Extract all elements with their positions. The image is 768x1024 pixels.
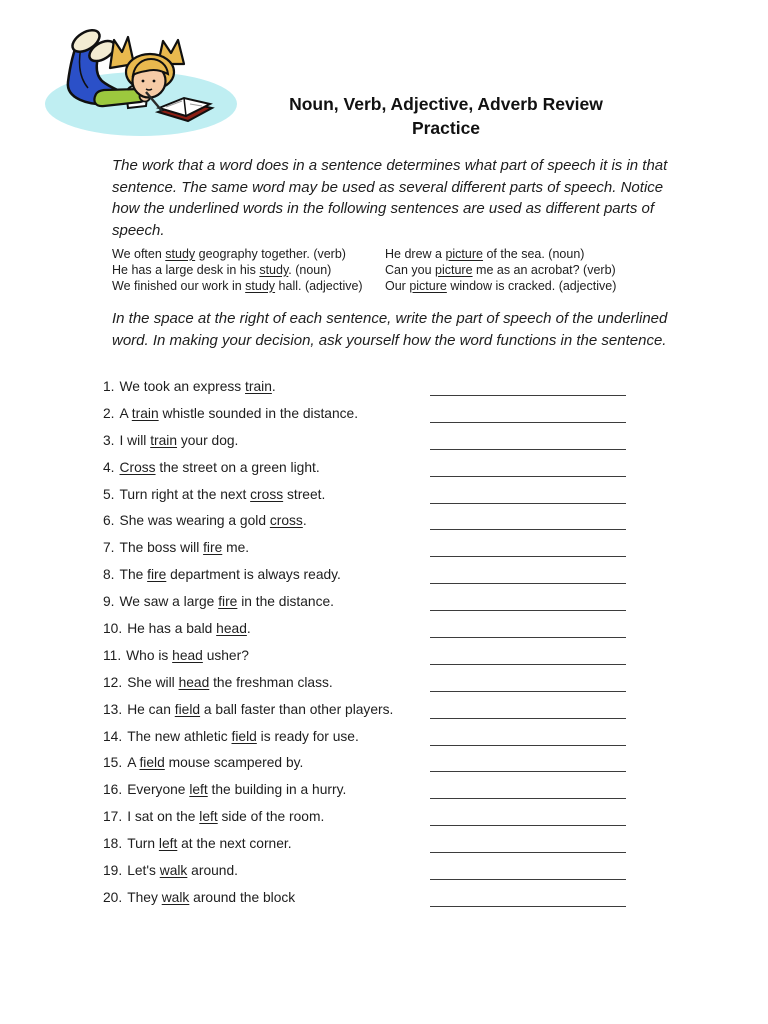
underlined-word: left [158,836,178,852]
underlined-word: fire [147,567,167,583]
sentence-pre: We saw a large [119,594,219,610]
sentence-post: . (noun) [288,262,332,277]
item-number: 8. [103,567,115,583]
worksheet-item [103,755,663,782]
underlined-word: cross [269,513,303,529]
underlined-word: head [216,621,247,637]
sentence-post: . [246,621,251,637]
item-number: 12. [103,674,123,690]
answer-blank [430,395,626,396]
sentence-pre: We took an express [119,379,246,394]
item-number: 14. [103,728,123,744]
answer-blank [430,583,626,584]
answer-blank [430,745,626,746]
item-sentence [103,809,324,824]
item-sentence [103,513,307,528]
example-sentence [385,247,670,263]
worksheet-item [103,648,663,675]
sentence-pre: He has a bald [127,621,217,637]
answer-blank [430,852,626,853]
item-sentence [103,836,292,851]
item-number: 3. [103,432,115,448]
sentence-pre: He has a large desk in his [112,262,260,277]
answer-blank [430,906,626,907]
sentence-pre: We finished our work in [112,278,246,293]
instructions-paragraph: In the space at the right of each sentence, write the part of speech of the underlined word. In making your decision, ask yourself how the word functions in the sentence. [112,310,668,349]
worksheet-item [103,460,663,487]
sentence-post: around. [187,863,238,879]
underlined-word: picture [409,278,447,293]
item-number: 7. [103,540,115,556]
sentence-post: at the next corner. [177,836,292,852]
underlined-word: study [165,247,196,261]
item-sentence [103,594,334,609]
worksheet-item [103,513,663,540]
item-sentence [103,621,251,636]
sentence-pre: Let's [127,863,160,879]
underlined-word: field [174,701,201,717]
item-sentence [103,406,358,421]
worksheet-item [103,809,663,836]
sentence-pre: I sat on the [127,809,200,825]
worksheet-items-list [103,379,663,917]
item-number: 15. [103,755,123,771]
sentence-pre: She will [127,674,179,690]
item-number: 16. [103,782,123,798]
item-sentence [103,755,303,770]
examples-right-column [385,247,670,294]
sentence-post: . [271,379,276,394]
sentence-post: me as an acrobat? (verb) [472,262,616,277]
page-title-line1: Noun, Verb, Adjective, Adverb Review [289,94,603,114]
worksheet-item [103,594,663,621]
worksheet-item [103,863,663,890]
item-number: 11. [103,647,122,663]
sentence-post: the street on a green light. [155,459,320,475]
sentence-post: of the sea. (noun) [482,247,585,261]
item-sentence [103,702,393,717]
underlined-word: train [245,379,272,394]
underlined-word: walk [159,863,188,879]
example-sentence [112,263,384,279]
sentence-pre: Turn right at the next [119,486,251,502]
item-number: 10. [103,621,123,637]
underlined-word: left [199,809,218,825]
sentence-pre: The boss will [119,540,204,556]
answer-blank [430,422,626,423]
item-number: 18. [103,836,123,852]
item-sentence [103,433,238,448]
sentence-post: whistle sounded in the distance. [158,405,359,421]
item-number: 5. [103,486,115,502]
sentence-pre: The [119,567,148,583]
item-number: 17. [103,809,123,825]
page-title [250,92,642,140]
sentence-post: me. [222,540,250,556]
sentence-pre: Everyone [127,782,190,798]
sentence-post: window is cracked. (adjective) [446,278,617,293]
item-sentence [103,863,238,878]
sentence-post: side of the room. [217,809,325,825]
example-sentence [112,247,384,263]
item-sentence [103,540,249,555]
item-sentence [103,675,333,690]
underlined-word: train [150,432,178,448]
answer-blank [430,664,626,665]
underlined-word: picture [445,247,483,261]
sentence-pre: He drew a [385,247,446,261]
worksheet-item [103,567,663,594]
worksheet-item [103,621,663,648]
sentence-post: usher? [202,647,249,663]
answer-blank [430,449,626,450]
sentence-post: around the block [189,889,296,905]
worksheet-item [103,675,663,702]
sentence-post: hall. (adjective) [275,278,363,293]
worksheet-item [103,487,663,514]
underlined-word: study [245,278,276,293]
sentence-pre: A [119,405,132,421]
answer-blank [430,691,626,692]
item-number: 4. [103,459,115,475]
girl-writing-clipart [42,26,240,138]
underlined-word: train [131,405,159,421]
answer-blank [430,529,626,530]
sentence-post: street. [283,486,326,502]
answer-blank [430,503,626,504]
intro-paragraph: The work that a word does in a sentence determines what part of speech it is in that sentence. The same word may be used as several different parts of speech. Notice how the underlined words in the following sentences are used as different parts of speech. [112,157,668,239]
sentence-pre: Can you [385,262,436,277]
sentence-pre: We often [112,247,166,261]
sentence-post: is ready for use. [256,728,359,744]
example-sentence [385,263,670,279]
worksheet-item [103,433,663,460]
sentence-pre: Our [385,278,410,293]
worksheet-item [103,702,663,729]
sentence-post: the freshman class. [209,674,333,690]
worksheet-item [103,836,663,863]
underlined-word: field [231,728,257,744]
sentence-pre: Who is [126,647,173,663]
sentence-post: the building in a hurry. [207,782,347,798]
item-sentence [103,487,325,502]
sentence-post: department is always ready. [166,567,341,583]
item-number: 13. [103,701,123,717]
underlined-word: walk [161,889,190,905]
worksheet-item [103,406,663,433]
worksheet-item [103,379,663,406]
underlined-word: head [172,647,203,663]
answer-blank [430,637,626,638]
sentence-post: mouse scampered by. [164,755,304,771]
item-sentence [103,379,276,394]
sentence-pre: She was wearing a gold [119,513,270,529]
underlined-word: Cross [119,459,156,475]
underlined-word: head [178,674,210,690]
underlined-word: study [259,262,289,277]
underlined-word: fire [203,540,223,556]
item-number: 19. [103,863,123,879]
sentence-post: in the distance. [237,594,334,610]
sentence-pre: He can [127,701,175,717]
item-number: 9. [103,594,115,610]
underlined-word: fire [218,594,238,610]
item-sentence [103,782,346,797]
item-number: 1. [103,379,115,394]
item-sentence [103,567,341,582]
sentence-post: your dog. [177,432,239,448]
underlined-word: cross [250,486,284,502]
answer-blank [430,879,626,880]
answer-blank [430,798,626,799]
worksheet-item [103,782,663,809]
underlined-word: field [139,755,165,771]
examples-left-column [112,247,384,294]
answer-blank [430,610,626,611]
answer-blank [430,718,626,719]
item-sentence [103,729,359,744]
answer-blank [430,556,626,557]
item-number: 20. [103,889,123,905]
item-number: 2. [103,405,115,421]
worksheet-item [103,729,663,756]
answer-blank [430,771,626,772]
worksheet-item [103,890,663,917]
page-title-line2: Practice [411,118,481,138]
example-sentence [112,279,384,295]
answer-blank [430,476,626,477]
item-sentence [103,648,249,663]
underlined-word: left [189,782,208,798]
item-sentence [103,460,320,475]
sentence-pre: I will [119,432,151,448]
sentence-post: geography together. (verb) [195,247,346,261]
worksheet-item [103,540,663,567]
item-sentence [103,890,295,905]
example-sentence [385,279,670,295]
sentence-post: a ball faster than other players. [200,701,394,717]
answer-blank [430,825,626,826]
sentence-pre: The new athletic [127,728,232,744]
underlined-word: picture [435,262,473,277]
sentence-pre: A [127,755,140,771]
sentence-pre: Turn [127,836,159,852]
sentence-post: . [302,513,307,529]
item-number: 6. [103,513,115,529]
sentence-pre: They [127,889,162,905]
